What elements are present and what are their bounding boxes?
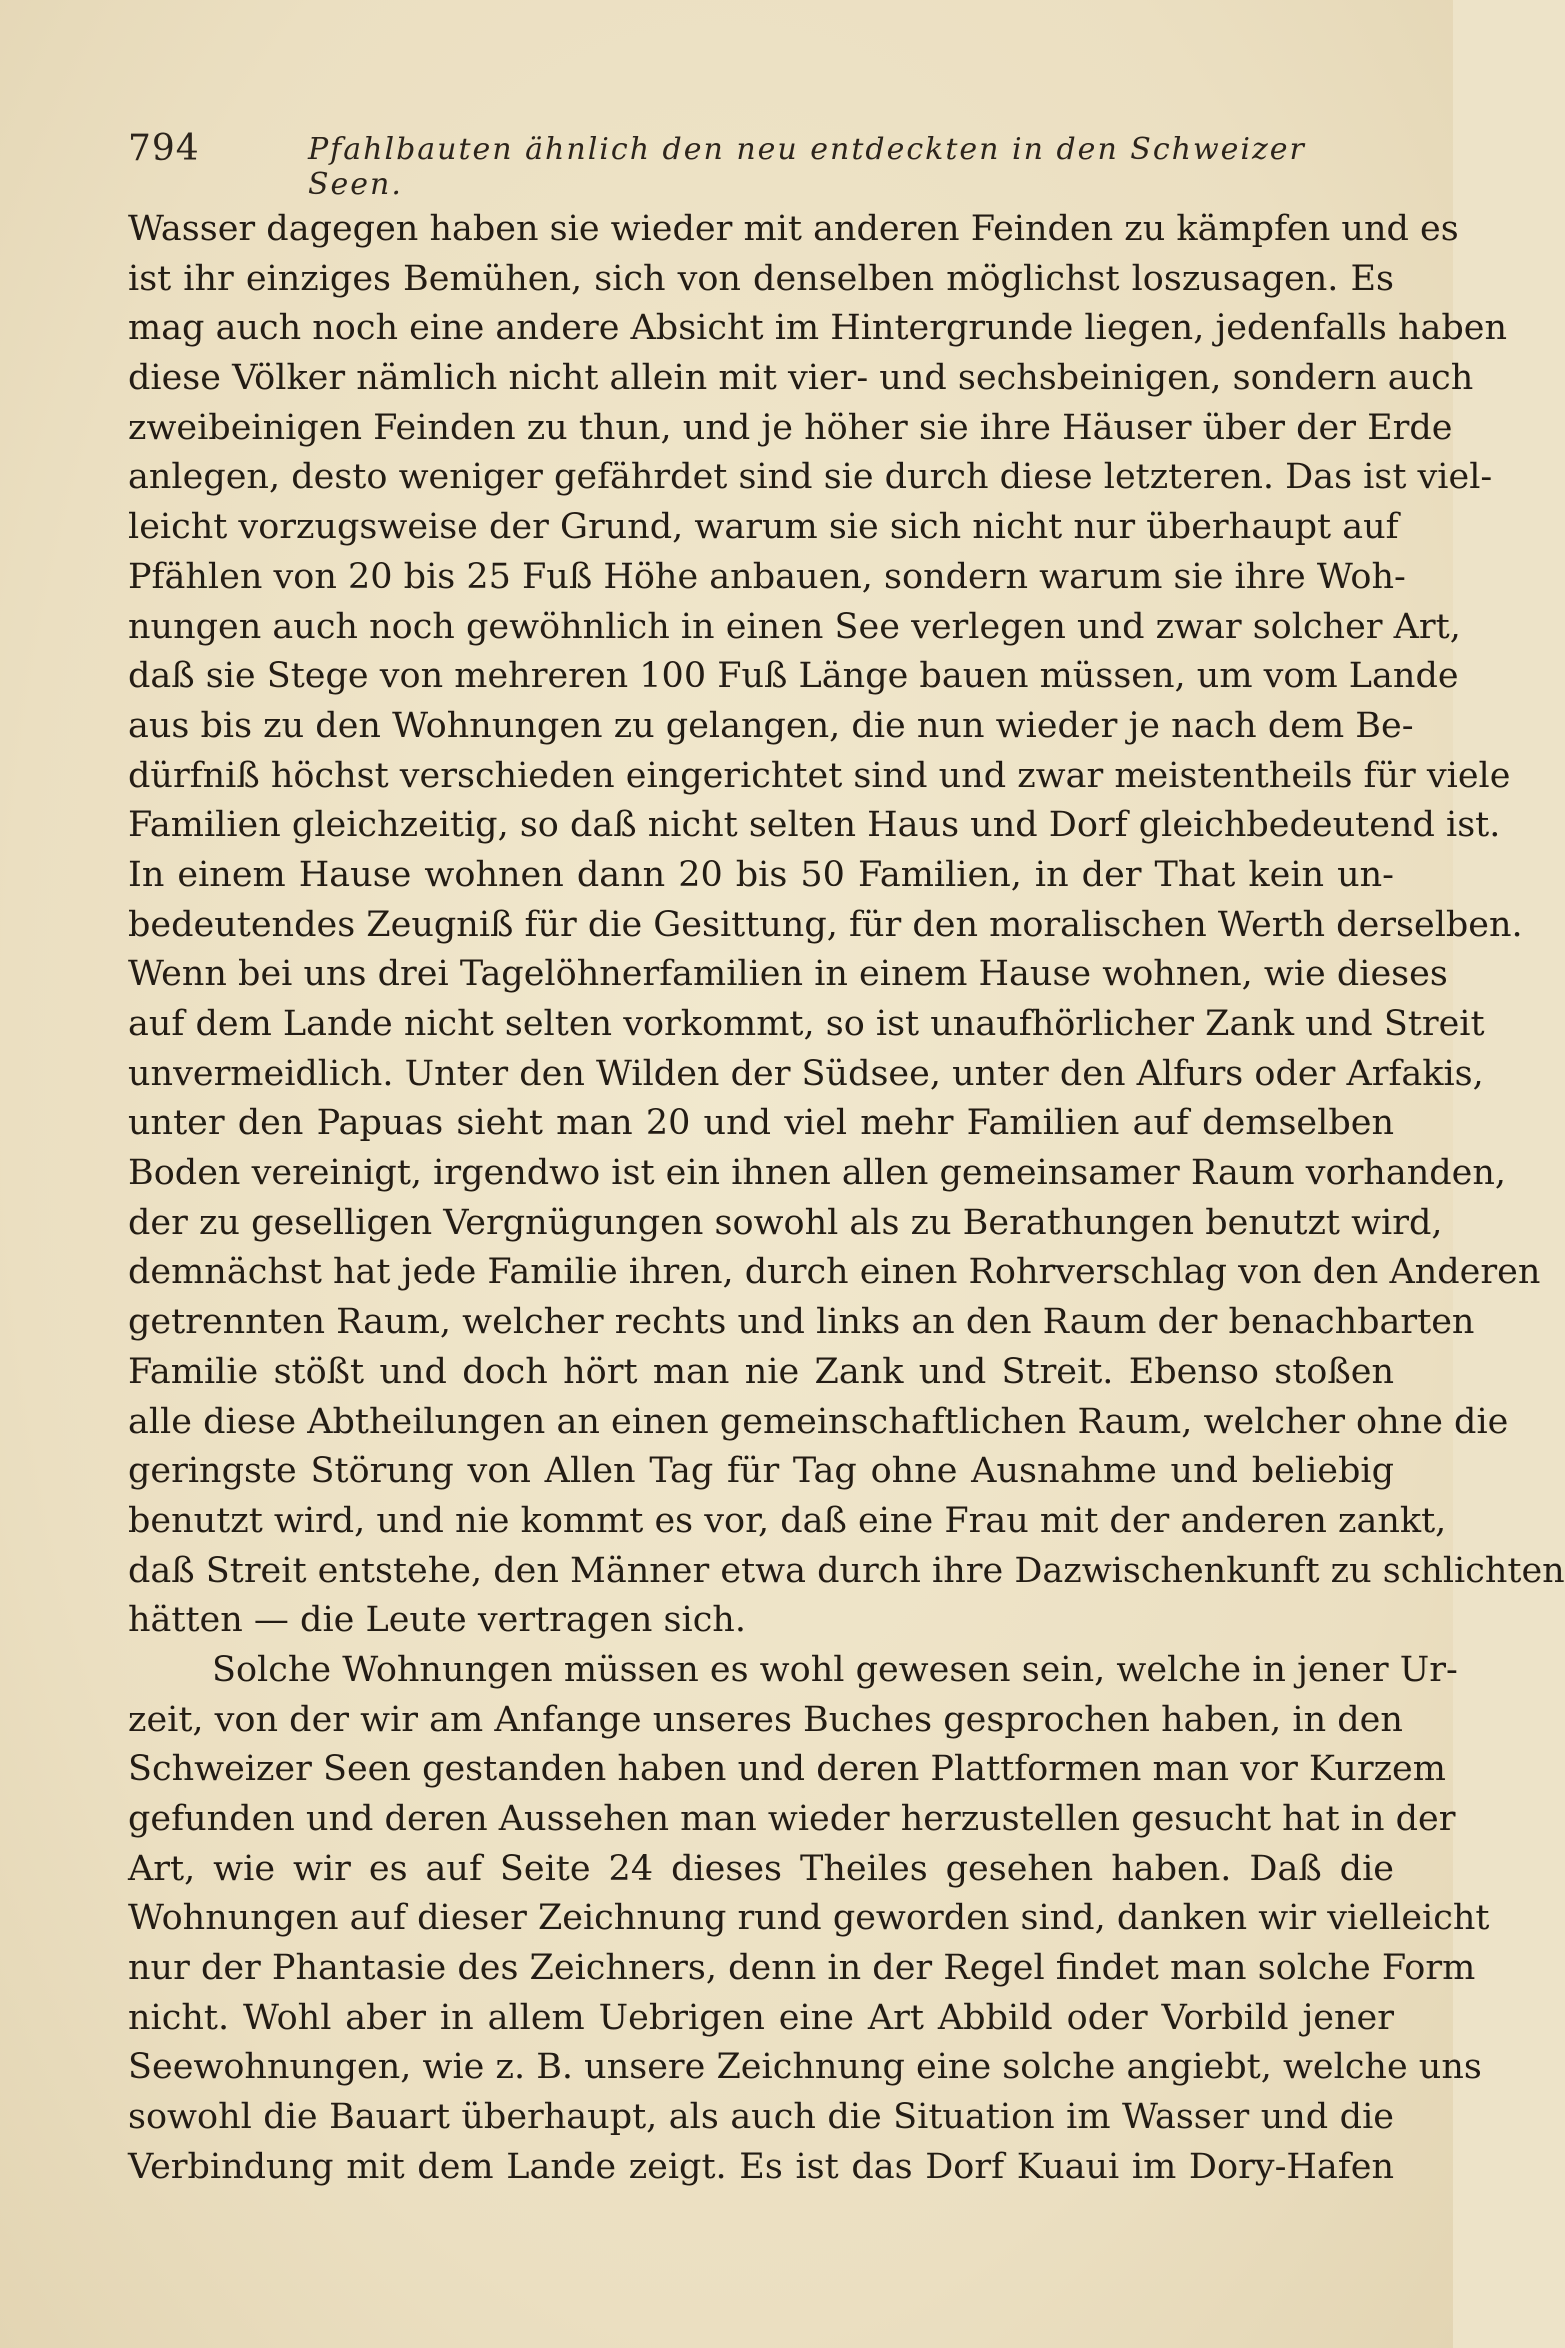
page-header <box>128 128 1388 202</box>
text-line: Art, wie wir es auf Seite 24 dieses Theiles gesehen haben. Daß die <box>128 1848 1394 1889</box>
text-line: ist ihr einziges Bemühen, sich von denselben möglichst loszusagen. Es <box>128 258 1394 299</box>
body-text <box>128 205 1565 2193</box>
text-line: zeit, von der wir am Anfange unseres Buches gesprochen haben, in den <box>128 1699 1403 1740</box>
text-line: hätten — die Leute vertragen sich. <box>128 1600 746 1641</box>
text-line: Wasser dagegen haben sie wieder mit anderen Feinden zu kämpfen und es <box>128 209 1459 249</box>
running-head: Pfahlbauten ähnlich den neu entdeckten in den Schweizer Seen. <box>308 132 1306 202</box>
text-line: Familie stößt und doch hört man nie Zank und Streit. Ebenso stoßen <box>128 1351 1394 1392</box>
text-line: Wohnungen auf dieser Zeichnung rund geworden sind, danken wir vielleicht <box>128 1898 1490 1939</box>
text-line: demnächst hat jede Familie ihren, durch einen Rohrverschlag von den Anderen <box>128 1252 1541 1293</box>
text-line: aus bis zu den Wohnungen zu gelangen, die nun wieder je nach dem Be- <box>128 705 1414 746</box>
text-line: geringste Störung von Allen Tag für Tag ohne Ausnahme und beliebig <box>128 1451 1394 1492</box>
text-line: daß Streit entstehe, den Männer etwa durch ihre Dazwischenkunft zu schlichten <box>128 1550 1565 1591</box>
text-line: benutzt wird, und nie kommt es vor, daß eine Frau mit der anderen zankt, <box>128 1500 1447 1541</box>
text-line: daß sie Stege von mehreren 100 Fuß Länge bauen müssen, um vom Lande <box>128 656 1459 697</box>
text-line: Familien gleichzeitig, so daß nicht selten Haus und Dorf gleichbedeutend ist. <box>128 805 1501 846</box>
text-line: leicht vorzugsweise der Grund, warum sie sich nicht nur überhaupt auf <box>128 507 1399 548</box>
text-line: In einem Hause wohnen dann 20 bis 50 Familien, in der That kein un- <box>128 854 1394 895</box>
text-line: Solche Wohnungen müssen es wohl gewesen sein, welche in jener Ur- <box>212 1649 1458 1690</box>
text-line: Schweizer Seen gestanden haben und deren Plattformen man vor Kurzem <box>128 1749 1446 1790</box>
text-line: mag auch noch eine andere Absicht im Hintergrunde liegen, jedenfalls haben <box>128 308 1508 349</box>
text-line: Pfählen von 20 bis 25 Fuß Höhe anbauen, sondern warum sie ihre Woh- <box>128 556 1406 597</box>
text-line: getrennten Raum, welcher rechts und links an den Raum der benachbarten <box>128 1302 1475 1343</box>
page-number: 794 <box>128 128 200 169</box>
paragraph-2 <box>128 1646 1490 2193</box>
text-line: sowohl die Bauart überhaupt, als auch die Situation im Wasser und die <box>128 2097 1394 2138</box>
text-line: Wenn bei uns drei Tagelöhnerfamilien in einem Hause wohnen, wie dieses <box>128 954 1448 995</box>
text-line: unvermeidlich. Unter den Wilden der Südsee, unter den Alfurs oder Arfakis, <box>128 1053 1484 1094</box>
text-line: der zu geselligen Vergnügungen sowohl als zu Berathungen benutzt wird, <box>128 1202 1443 1243</box>
text-line: nungen auch noch gewöhnlich in einen See verlegen und zwar solcher Art, <box>128 606 1461 647</box>
text-line: gefunden und deren Aussehen man wieder herzustellen gesucht hat in der <box>128 1799 1456 1839</box>
text-line: bedeutendes Zeugniß für die Gesittung, für den moralischen Werth derselben. <box>128 904 1523 945</box>
text-line: dürfniß höchst verschieden eingerichtet sind und zwar meistentheils für viele <box>128 755 1511 796</box>
text-line: Boden vereinigt, irgendwo ist ein ihnen allen gemeinsamer Raum vorhanden, <box>128 1153 1507 1194</box>
text-line: auf dem Lande nicht selten vorkommt, so ist unaufhörlicher Zank und Streit <box>128 1004 1485 1044</box>
text-line: Seewohnungen, wie z. B. unsere Zeichnung eine solche angiebt, welche uns <box>128 2047 1482 2088</box>
text-line: diese Völker nämlich nicht allein mit vier- und sechsbeinigen, sondern auch <box>128 358 1474 399</box>
text-line: nur der Phantasie des Zeichners, denn in der Regel findet man solche Form <box>128 1948 1476 1989</box>
text-line: alle diese Abtheilungen an einen gemeinschaftlichen Raum, welcher ohne die <box>128 1401 1509 1442</box>
text-line: Verbindung mit dem Lande zeigt. Es ist das Dorf Kuaui im Dory-Hafen <box>128 2146 1394 2187</box>
text-line: zweibeinigen Feinden zu thun, und je höher sie ihre Häuser über der Erde <box>128 407 1453 448</box>
paragraph-1 <box>128 205 1565 1646</box>
text-line: nicht. Wohl aber in allem Uebrigen eine Art Abbild oder Vorbild jener <box>128 1997 1394 2038</box>
text-line: unter den Papuas sieht man 20 und viel mehr Familien auf demselben <box>128 1103 1394 1144</box>
text-line: anlegen, desto weniger gefährdet sind sie durch diese letzteren. Das ist viel- <box>128 457 1493 498</box>
